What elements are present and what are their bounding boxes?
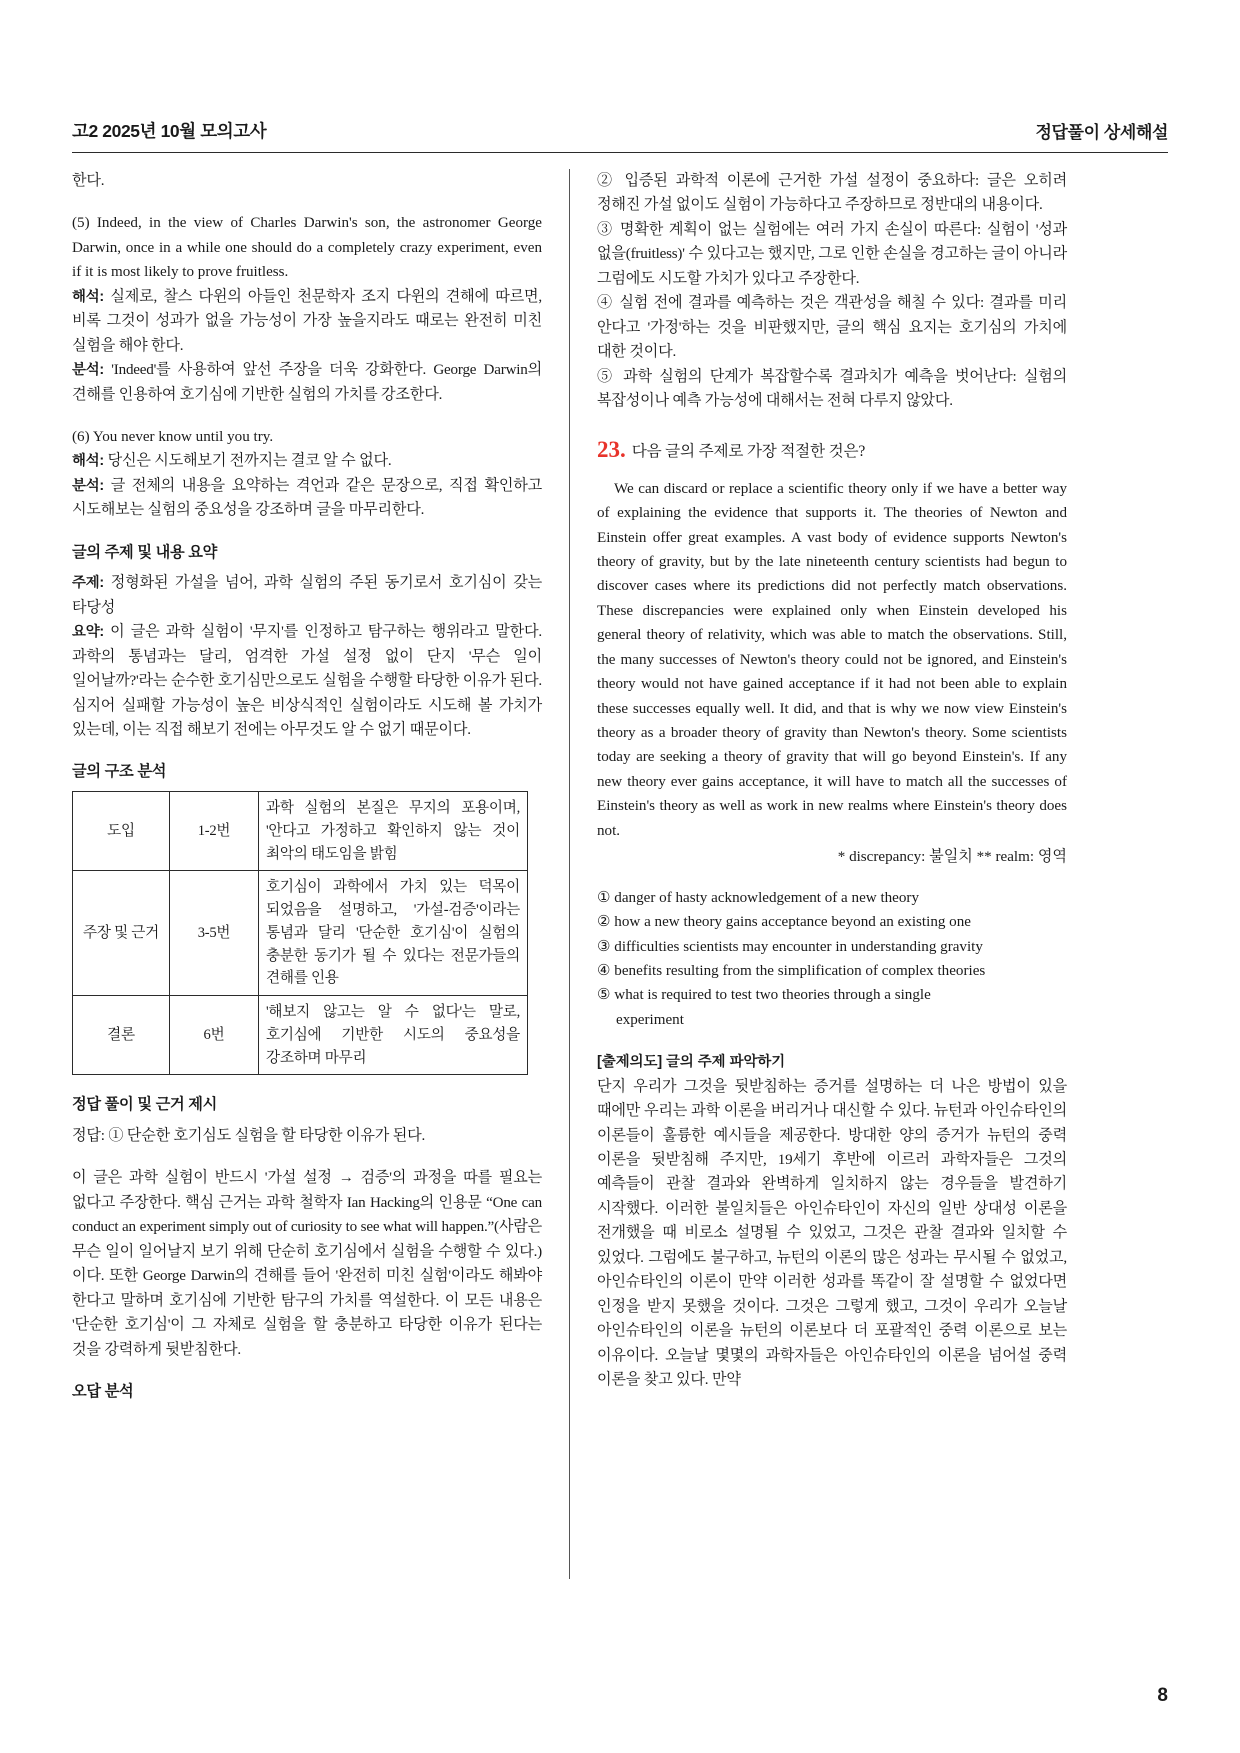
topic-label: 주제:	[72, 575, 104, 592]
table-row	[73, 792, 528, 871]
choice-1[interactable]: ① danger of hasty acknowledgement of a new theory	[597, 889, 920, 906]
running-header	[72, 118, 1168, 152]
choice-4[interactable]: ④ benefits resulting from the simplification of complex theories	[597, 962, 986, 979]
row-stage: 주장 및 근거	[73, 871, 170, 996]
row-range: 1-2번	[170, 792, 259, 871]
left-column	[72, 169, 569, 1579]
spacer	[72, 407, 542, 425]
topic-line	[72, 571, 542, 620]
intent-label: [출제의도]	[597, 1054, 663, 1071]
wrong-analysis-item-4: ④ 실험 전에 결과를 예측하는 것은 객관성을 해칠 수 있다: 결과를 미리 안다고 '가정'하는 것을 비판했지만, 글의 핵심 요지는 호기심의 가치에 대한 것이다.	[597, 295, 1067, 361]
choice-5[interactable]: ⑤ what is required to test two theories through a single	[597, 987, 931, 1004]
right-column	[569, 169, 1067, 1579]
spacer	[597, 1032, 1067, 1050]
spacer	[72, 523, 542, 541]
summary-section-heading: 글의 주제 및 내용 요약	[72, 543, 218, 561]
header-divider-rule	[72, 152, 1168, 153]
row-range: 3-5번	[170, 871, 259, 996]
structure-section-heading: 글의 구조 분석	[72, 763, 167, 781]
analysis-label: 분석:	[72, 477, 104, 494]
sentence-5-analysis: 'Indeed'를 사용하여 앞선 주장을 더욱 강화한다. George Darwin의 견해를 인용하여 호기심에 기반한 실험의 가치를 강조한다.	[72, 362, 542, 403]
spacer	[72, 1362, 542, 1380]
header-right-title: 정답풀이 상세해설	[1035, 123, 1168, 142]
spacer	[72, 193, 542, 211]
choice-2[interactable]: ② how a new theory gains acceptance beyond an existing one	[597, 914, 971, 931]
answer-label: 정답:	[72, 1128, 105, 1145]
row-content: 과학 실험의 본질은 무지의 포용이며, '안다고 가정하고 확인하지 않는 것이 최악의 태도임을 밝힘	[259, 792, 528, 871]
question-passage: We can discard or replace a scientific theory only if we have a better way of explaining the evidence that supports it. The theories of Newton and Einstein offer great examples. A vast body of evidence supports Newton's theory of gravity, but by the late nineteenth century scientists had begun to discover cases where its predictions did not perfectly match observations. These discrepancies were explained only when Einstein developed his general theory of relativity, which was able to match the observations. Still, the many successes of Newton's theory could not be ignored, and Einstein's theory would not have gained acceptance if it had not been able to explain these successes equally well. It did, and that is why we now view Einstein's theory as a broader theory of gravity than Newton's theory. Some scientists today are seeking a theory of gravity that will go beyond Einstein's. If any new theory ever gains acceptance, it will have to match all the successes of Einstein's theory as well as work in new realms where Einstein's theory does not.	[597, 480, 1067, 839]
answer-section-heading: 정답 풀이 및 근거 제시	[72, 1096, 218, 1114]
continued-sentence: 한다.	[72, 173, 105, 189]
sentence-6-english: (6) You never know until you try.	[72, 428, 274, 445]
two-column-body	[72, 169, 1168, 1579]
sentence-6-analysis-line	[72, 474, 542, 523]
summary-line	[72, 620, 542, 742]
structure-analysis-table	[72, 791, 528, 1075]
translation-label: 해석:	[72, 453, 104, 470]
row-content: 호기심이 과학에서 가치 있는 덕목이 되었음을 설명하고, '가설-검증'이라는 통념과 달리 '단순한 호기심'이 실험의 충분한 동기가 될 수 있다는 전문가들의 견해를 인용	[259, 871, 528, 996]
spacer	[597, 413, 1067, 431]
row-content: '해보지 않고는 알 수 없다'는 말로, 호기심에 기반한 시도의 중요성을 강조하며 마무리	[259, 996, 528, 1075]
header-left-title: 고2 2025년 10월 모의고사	[72, 121, 267, 141]
sentence-5-english: (5) Indeed, in the view of Charles Darwin's son, the astronomer George Darwin, once in a while one should do a completely crazy experiment, even if it is most likely to prove fruitless.	[72, 215, 542, 281]
answer-choices	[597, 886, 1067, 1033]
page-number: 8	[1157, 1685, 1168, 1706]
glossary-note: * discrepancy: 불일치 ** realm: 영역	[837, 849, 1067, 866]
sentence-6-analysis: 글 전체의 내용을 요약하는 격언과 같은 문장으로, 직접 확인하고 시도해보는 실험의 중요성을 강조하며 글을 마무리한다.	[72, 477, 542, 519]
sentence-6-translation-line	[72, 449, 542, 473]
table-row	[73, 996, 528, 1075]
question-number: 23.	[597, 437, 626, 463]
table-row	[73, 871, 528, 996]
row-range: 6번	[170, 996, 259, 1075]
wrong-analysis-item-3: ③ 명확한 계획이 없는 실험에는 여러 가지 손실이 따른다: 실험이 '성과 없을(fruitless)' 수 있다고는 했지만, 그로 인한 손실을 경고하는 글이 아니라 그럼에도 시도할 가치가 있다고 주장한다.	[597, 221, 1067, 287]
question-stem: 다음 글의 주제로 가장 적절한 것은?	[631, 443, 866, 461]
wrong-analysis-heading: 오답 분석	[72, 1382, 134, 1400]
summary-text: 이 글은 과학 실험이 '무지'를 인정하고 탐구하는 행위라고 말한다. 과학의 통념과는 달리, 엄격한 가설 설정 없이 단지 '무슨 일이 일어날까?'라는 순수한 호기심만으로도 실험을 수행할 타당한 이유가 된다. 심지어 실패할 가능성이 높은 비상식적인 실험이라도 시도해 볼 가치가 있는데, 이는 직접 해보기 전에는 아무것도 알 수 없기 때문이다.	[72, 624, 542, 738]
analysis-label: 분석:	[72, 362, 104, 379]
answer-explanation: 이 글은 과학 실험이 반드시 '가설 설정 → 검증'의 과정을 따를 필요는 없다고 주장한다. 핵심 근거는 과학 철학자 Ian Hacking의 인용문 “One can conduct an experiment simply out of curiosity to see what will happen.”(사람은 무슨 일이 일어날지 보기 위해 단순히 호기심에서 실험을 수행할 수 있다.) 이다. 또한 George Darwin의 견해를 들어 '완전히 미친 실험'이라도 해봐야 한다고 말하며 호기심에 기반한 탐구의 가치를 역설한다. 이 모든 내용은 '단순한 호기심'이 그 자체로 실험을 할 충분하고 타당한 이유가 된다는 것을 강력하게 뒷받침한다.	[72, 1170, 542, 1358]
sentence-5-translation-line	[72, 285, 542, 358]
passage-translation: 단지 우리가 그것을 뒷받침하는 증거를 설명하는 더 나은 방법이 있을 때에만 우리는 과학 이론을 버리거나 대신할 수 있다. 뉴턴과 아인슈타인의 이론들이 훌륭한 예시들을 제공한다. 방대한 양의 증거가 뉴턴의 중력 이론을 뒷받침해 주지만, 19세기 후반에 이르러 과학자들은 그것의 예측들이 관찰 결과와 완벽하게 일치하지 않는 경우들을 발견하기 시작했다. 이러한 불일치들은 아인슈타인이 자신의 일반 상대성 이론을 전개했을 때 비로소 설명될 수 있었고, 그것은 관찰 결과와 일치할 수 있었다. 그럼에도 불구하고, 뉴턴의 이론의 많은 성과는 무시될 수 없었고, 아인슈타인의 이론이 만약 이러한 성과를 똑같이 잘 설명할 수 없었다면 인정을 받지 못했을 것이다. 그것은 그렇게 했고, 그것이 우리가 오늘날 아인슈타인의 이론을 뉴턴의 이론보다 더 포괄적인 중력 이론으로 보는 이유이다. 오늘날 몇몇의 과학자들은 아인슈타인의 이론을 넘어설 중력 이론을 찾고 있다. 만약	[597, 1078, 1067, 1388]
sentence-6-translation: 당신은 시도해보기 전까지는 결코 알 수 없다.	[107, 453, 392, 470]
sentence-5-analysis-line	[72, 358, 542, 407]
translation-label: 해석:	[72, 288, 104, 305]
topic-text: 정형화된 가설을 넘어, 과학 실험의 주된 동기로서 호기심이 갖는 타당성	[72, 575, 542, 616]
choice-3[interactable]: ③ difficulties scientists may encounter in understanding gravity	[597, 938, 983, 955]
row-stage: 결론	[73, 996, 170, 1075]
summary-label: 요약:	[72, 624, 104, 641]
row-stage: 도입	[73, 792, 170, 871]
intent-line	[597, 1050, 1067, 1074]
answer-line	[72, 1124, 542, 1148]
sentence-5-translation: 실제로, 찰스 다윈의 아들인 천문학자 조지 다윈의 견해에 따르면, 비록 그것이 성과가 없을 가능성이 가장 높을지라도 때로는 완전히 미친 실험을 해야 한다.	[72, 288, 542, 354]
question-header	[597, 431, 1067, 468]
answer-text: ① 단순한 호기심도 실험을 할 타당한 이유가 된다.	[108, 1128, 426, 1145]
spacer	[72, 742, 542, 760]
spacer	[72, 1075, 542, 1093]
spacer	[72, 1148, 542, 1166]
intent-text: 글의 주제 파악하기	[665, 1054, 786, 1071]
choice-5-continuation: experiment	[616, 1011, 684, 1028]
wrong-analysis-item-2: ② 입증된 과학적 이론에 근거한 가설 설정이 중요하다: 글은 오히려 정해진 가설 없이도 실험이 가능하다고 주장하므로 정반대의 내용이다.	[597, 173, 1067, 214]
wrong-analysis-item-5: ⑤ 과학 실험의 단계가 복잡할수록 결과치가 예측을 벗어난다: 실험의 복잡성이나 예측 가능성에 대해서는 전혀 다루지 않았다.	[597, 368, 1067, 409]
